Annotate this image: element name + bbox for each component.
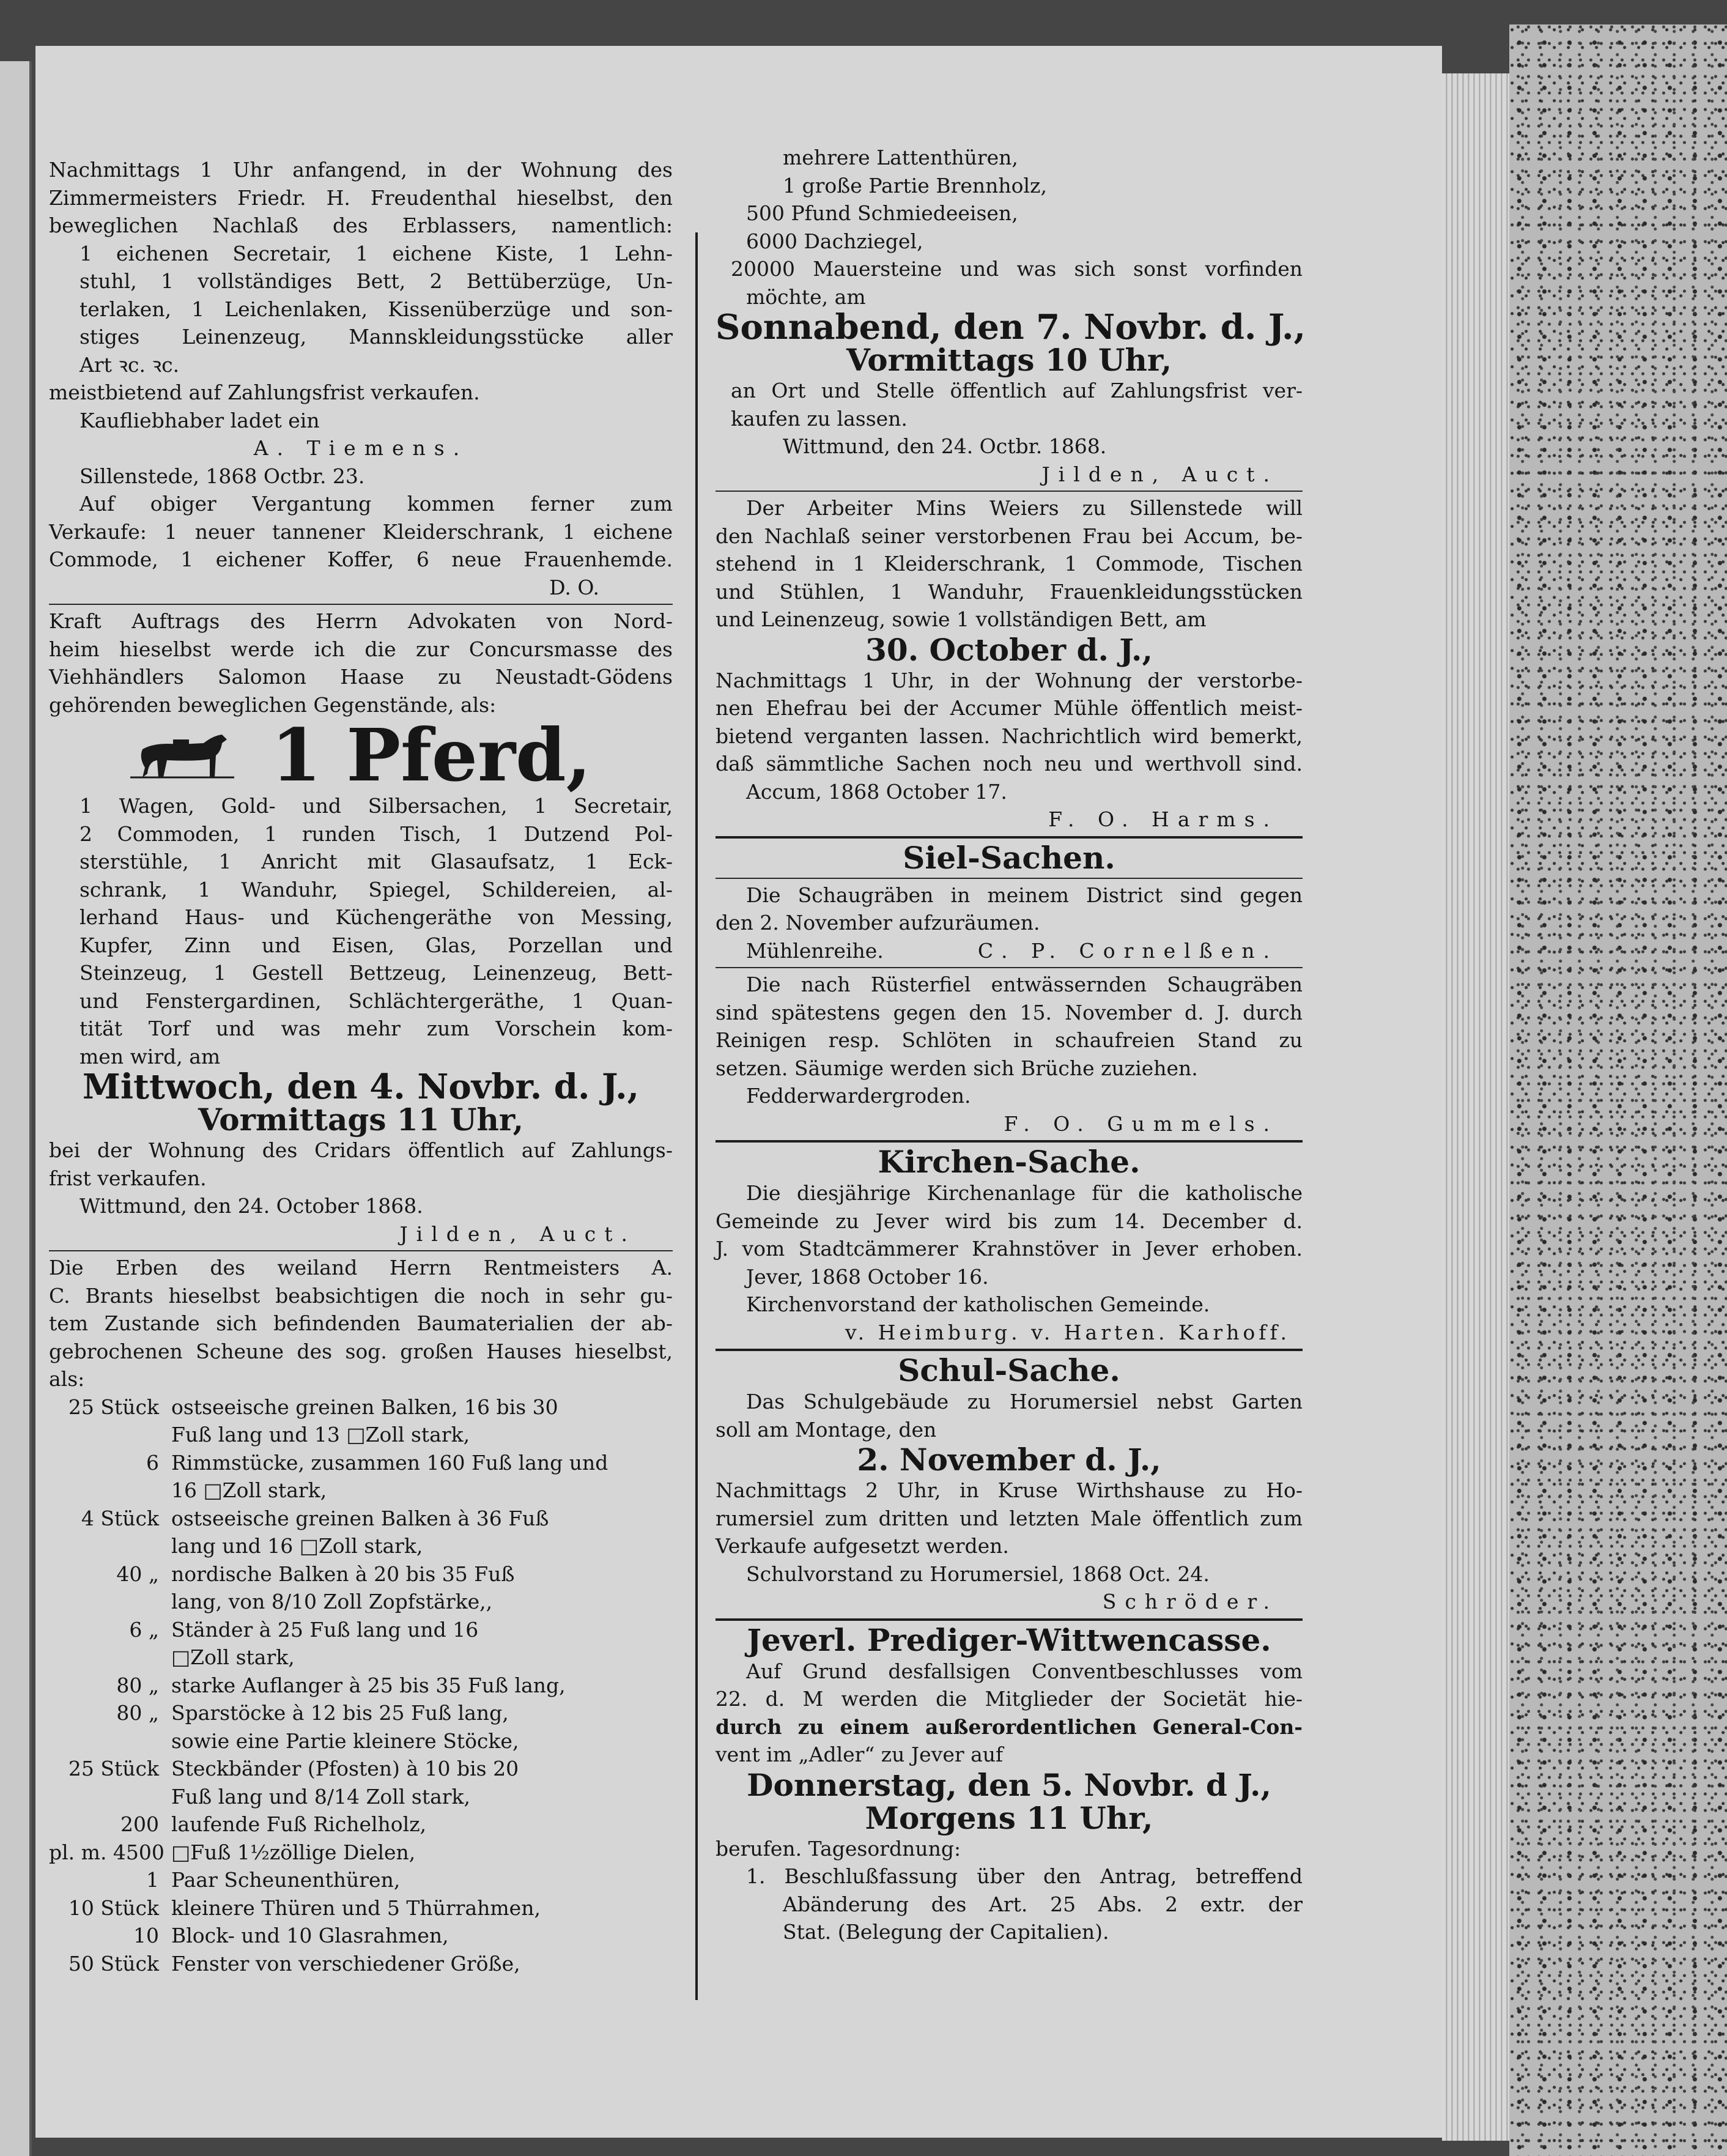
left-column — [49, 156, 673, 1977]
material-row — [49, 1588, 673, 1616]
signature: Jilden, Auct. — [1041, 462, 1278, 486]
material-description: Paar Scheunenthüren, — [171, 1868, 401, 1892]
text-line: stiges Leinenzeug, Mannskleidungsstücke aller — [80, 325, 673, 349]
notice-jilden-continued — [716, 144, 1306, 488]
place-signature-row — [716, 937, 1303, 965]
signature: A. Tiemens. — [253, 436, 468, 460]
material-description: ostseeische greinen Balken à 36 Fuß — [171, 1506, 549, 1530]
material-quantity: pl. m. 4500 — [49, 1840, 165, 1864]
notice-freudenthal — [49, 156, 673, 601]
place-date: Wittmund, den 24. Octbr. 1868. — [783, 434, 1107, 458]
text-line: 6000 Dachziegel, — [746, 229, 923, 253]
text-line: men wird, am — [80, 1044, 221, 1069]
material-row — [49, 1866, 673, 1894]
text-line: Der Arbeiter Mins Weiers zu Sillenstede will — [746, 496, 1303, 520]
material-description: lang, von 8/10 Zoll Zopfstärke,, — [171, 1590, 493, 1613]
section-heading: Jeverl. Prediger-Wittwencasse. — [747, 1621, 1271, 1658]
auction-time: Vormittags 10 Uhr, — [846, 342, 1172, 378]
materials-list — [49, 1393, 673, 1978]
headline-pferd: 1 Pferd, — [271, 713, 591, 798]
material-description: □Zoll stark, — [171, 1645, 295, 1669]
material-description: laufende Fuß Richelholz, — [171, 1812, 427, 1836]
place-date: Sillenstede, 1868 Octbr. 23. — [80, 464, 365, 488]
material-description: □Fuß 1½zöllige Dielen, — [171, 1840, 416, 1864]
text-line: rumersiel zum dritten und letzten Male öffentlich zum — [716, 1506, 1303, 1530]
text-line: meistbietend auf Zahlungsfrist verkaufen. — [49, 380, 480, 404]
material-quantity: 4 Stück — [81, 1506, 159, 1530]
material-description: lang und 16 □Zoll stark, — [171, 1534, 423, 1558]
material-quantity — [49, 1643, 171, 1672]
section-siel — [716, 841, 1303, 1138]
horse-headline — [49, 713, 673, 798]
text-line: stuhl, 1 vollständiges Bett, 2 Bettüberzüge, Un- — [80, 269, 673, 293]
text-line: frist verkaufen. — [49, 1166, 207, 1190]
material-quantity: 10 — [133, 1924, 159, 1947]
material-quantity: 40 „ — [116, 1561, 159, 1586]
text-line: 1 Wagen, Gold- und Silbersachen, 1 Secretair, — [80, 794, 673, 818]
text-line: an Ort und Stelle öffentlich auf Zahlungsfrist ver- — [731, 379, 1303, 402]
place: Fedderwardergroden. — [746, 1084, 971, 1108]
horse-icon — [130, 731, 234, 780]
text-line: Die Schaugräben in meinem District sind gegen — [746, 883, 1303, 907]
material-description: Fenster von verschiedener Größe, — [171, 1951, 520, 1976]
text-line: Kupfer, Zinn und Eisen, Glas, Porzellan und — [80, 933, 673, 957]
signature: F. O. Gummels. — [1004, 1111, 1278, 1136]
material-quantity: 25 Stück — [68, 1395, 159, 1419]
material-quantity: 10 Stück — [68, 1895, 159, 1920]
text-line: beweglichen Nachlaß des Erblassers, namentlich: — [49, 213, 673, 237]
text-line: Art ꝛc. ꝛc. — [80, 352, 180, 377]
material-quantity — [49, 1783, 171, 1811]
section-rule — [716, 1349, 1303, 1351]
text-line: berufen. Tagesordnung: — [716, 1836, 961, 1861]
text-line: und Fenstergardinen, Schlächtergeräthe, 1 Quan- — [80, 988, 673, 1013]
text-line: C. Brants hieselbst beabsichtigen die noch in sehr gu- — [49, 1283, 673, 1308]
material-description: Ständer à 25 Fuß lang und 16 — [171, 1617, 479, 1642]
text-line: den 2. November aufzuräumen. — [716, 911, 1040, 935]
material-description: nordische Balken à 20 bis 35 Fuß — [171, 1561, 515, 1586]
text-line: Reinigen resp. Schlöten in schaufreien Stand zu — [716, 1028, 1303, 1052]
text-line: sind spätestens gegen den 15. November d. J. durch — [716, 1000, 1303, 1024]
material-quantity — [49, 1588, 171, 1616]
material-quantity: 6 „ — [129, 1617, 159, 1642]
text-line: tem Zustande sich befindenden Baumaterialien der ab- — [49, 1311, 673, 1335]
text-line: Auf Grund desfallsigen Conventbeschlusses vom — [746, 1659, 1303, 1683]
text-line: heim hieselbst werde ich die zur Concursmasse des — [49, 637, 673, 661]
text-line: möchte, am — [746, 284, 866, 309]
text-line: terlaken, 1 Leichenlaken, Kissenüberzüge und son- — [80, 297, 673, 321]
auction-date: 2. November d. J., — [857, 1442, 1161, 1478]
material-quantity: 80 „ — [116, 1701, 159, 1725]
material-description: kleinere Thüren und 5 Thürrahmen, — [171, 1895, 541, 1920]
material-row — [49, 1505, 673, 1533]
material-row — [49, 1672, 673, 1700]
material-description: Fuß lang und 8/14 Zoll stark, — [171, 1784, 471, 1809]
section-rule — [716, 1140, 1303, 1143]
text-line: soll am Montage, den — [716, 1417, 937, 1442]
notice-separator — [716, 491, 1303, 492]
text-line: lerhand Haus- und Küchengeräthe von Messing, — [80, 905, 673, 929]
material-quantity — [49, 1532, 171, 1560]
auction-date: 30. October d. J., — [865, 631, 1153, 668]
signature: Schröder. — [1102, 1590, 1278, 1613]
place-date: Accum, 1868 October 17. — [746, 779, 1007, 804]
text-line: schrank, 1 Wanduhr, Spiegel, Schildereien, al- — [80, 877, 673, 902]
material-quantity: 25 Stück — [68, 1757, 159, 1780]
text-line: Nachmittags 1 Uhr anfangend, in der Wohnung des — [49, 158, 673, 182]
material-description: 16 □Zoll stark, — [171, 1478, 327, 1502]
section-heading: Siel-Sachen. — [903, 839, 1115, 876]
text-line: kaufen zu lassen. — [731, 406, 908, 431]
material-row — [49, 1449, 673, 1477]
text-line: Kirchenvorstand der katholischen Gemeinde. — [746, 1292, 1210, 1316]
text-line: und Leinenzeug, sowie 1 vollständigen Bett, am — [716, 607, 1207, 631]
material-description: Fuß lang und 13 □Zoll stark, — [171, 1423, 470, 1447]
material-row — [49, 1560, 673, 1588]
material-row — [49, 1393, 673, 1421]
material-quantity: 200 — [120, 1812, 159, 1836]
text-line: Viehhändlers Salomon Haase zu Neustadt-Gödens — [49, 665, 673, 689]
text-line: und Stühlen, 1 Wanduhr, Frauenkleidungsstücken — [716, 579, 1303, 604]
heading-rule — [716, 878, 1303, 879]
text-line: Nachmittags 1 Uhr, in der Wohnung der verstorbe- — [716, 668, 1303, 692]
signature: v. Heimburg. v. Harten. Karhoff. — [845, 1320, 1290, 1344]
material-quantity: 1 — [146, 1868, 159, 1892]
convent-date: Donnerstag, den 5. Novbr. d J., — [747, 1766, 1271, 1803]
material-quantity — [49, 1421, 171, 1449]
text-line: 22. d. M werden die Mitglieder der Societät hie- — [716, 1687, 1303, 1711]
text-line: 20000 Mauersteine und was sich sonst vorfinden — [731, 257, 1303, 281]
signature: C. P. Cornelßen. — [977, 938, 1278, 963]
text-line: setzen. Säumige werden sich Brüche zuziehen. — [716, 1056, 1198, 1080]
material-row — [49, 1950, 673, 1978]
book-page-edges — [1442, 73, 1509, 2141]
notice-separator — [716, 967, 1303, 968]
text-line: Kaufliebhaber ladet ein — [80, 408, 320, 432]
text-line: Das Schulgebäude zu Horumersiel nebst Garten — [746, 1390, 1303, 1413]
material-row — [49, 1616, 673, 1644]
section-kirchen — [716, 1145, 1303, 1346]
text-line: Commode, 1 eichener Koffer, 6 neue Frauenhemde. — [49, 547, 673, 571]
text-line: sterstühle, 1 Anricht mit Glasaufsatz, 1 Eck- — [80, 850, 673, 873]
auction-time: Vormittags 11 Uhr, — [198, 1102, 523, 1138]
text-line: 500 Pfund Schmiedeeisen, — [746, 201, 1018, 225]
agenda-item: Stat. (Belegung der Capitalien). — [783, 1920, 1109, 1944]
text-line: durch zu einem außerordentlichen General-Con- — [716, 1714, 1303, 1739]
text-line: nen Ehefrau bei der Accumer Mühle öffentlich meist- — [716, 696, 1303, 720]
text-line: bietend verganten lassen. Nachrichtlich wird bemerkt, — [716, 724, 1303, 748]
material-row — [49, 1643, 673, 1672]
text-line: Die diesjährige Kirchenanlage für die katholische — [746, 1181, 1303, 1205]
auction-date: Sonnabend, den 7. Novbr. d. J., — [716, 307, 1306, 347]
text-line: vent im „Adler“ zu Jever auf — [716, 1743, 1004, 1766]
place-date: Wittmund, den 24. October 1868. — [80, 1194, 423, 1218]
text-line: Die Erben des weiland Herrn Rentmeisters A. — [49, 1256, 673, 1280]
text-line: Nachmittags 2 Uhr, in Kruse Wirthshause zu Ho- — [716, 1478, 1303, 1502]
text-line: J. vom Stadtcämmerer Krahnstöver in Jever erhoben. — [716, 1237, 1303, 1261]
material-row — [49, 1894, 673, 1922]
agenda-item: 1. Beschlußfassung über den Antrag, betreffend — [746, 1864, 1303, 1888]
section-rule — [716, 1618, 1303, 1621]
material-quantity: 80 „ — [116, 1673, 159, 1697]
section-jeverl-wittwencasse — [716, 1623, 1303, 1946]
text-line: Steinzeug, 1 Gestell Bettzeug, Leinenzeug, Bett- — [80, 961, 673, 985]
notice-separator — [49, 604, 673, 605]
notice-haase-concurs — [49, 607, 673, 1248]
right-column — [716, 144, 1306, 1946]
material-description: Steckbänder (Pfosten) à 10 bis 20 — [171, 1757, 519, 1780]
text-line: gebrochenen Scheune des sog. großen Hauses hieselbst, — [49, 1339, 673, 1363]
section-heading: Kirchen-Sache. — [878, 1144, 1141, 1180]
text-line: mehrere Lattenthüren, — [783, 146, 1018, 169]
material-description: Rimmstücke, zusammen 160 Fuß lang und — [171, 1450, 608, 1475]
text-line: bei der Wohnung des Cridars öffentlich auf Zahlungs- — [49, 1138, 673, 1162]
text-line: 1 große Partie Brennholz, — [783, 173, 1047, 198]
material-row — [49, 1699, 673, 1727]
material-quantity — [49, 1727, 171, 1755]
agenda-item: Abänderung des Art. 25 Abs. 2 extr. der — [783, 1892, 1303, 1916]
material-quantity: 6 — [146, 1450, 159, 1475]
text-line: 2 Commoden, 1 runden Tisch, 1 Dutzend Pol- — [80, 821, 673, 846]
material-description: Block- und 10 Glasrahmen, — [171, 1924, 449, 1947]
text-line: den Nachlaß seiner verstorbenen Frau bei Accum, be- — [716, 524, 1303, 548]
signature: F. O. Harms. — [1048, 807, 1278, 831]
material-row — [49, 1421, 673, 1449]
material-row — [49, 1839, 673, 1867]
text-line: Kraft Auftrags des Herrn Advokaten von Nord- — [49, 609, 673, 633]
signature: Jilden, Auct. — [399, 1221, 636, 1246]
auction-date: Mittwoch, den 4. Novbr. d. J., — [82, 1067, 640, 1107]
material-row — [49, 1727, 673, 1755]
material-description: sowie eine Partie kleinere Stöcke, — [171, 1728, 519, 1753]
notice-brants-materials — [49, 1254, 673, 1977]
material-row — [49, 1922, 673, 1950]
material-row — [49, 1532, 673, 1560]
text-line: stehend in 1 Kleiderschrank, 1 Commode, Tischen — [716, 552, 1303, 576]
signature: D. O. — [549, 575, 599, 599]
facing-page-edge — [0, 61, 32, 2156]
place-date: Jever, 1868 October 16. — [746, 1264, 989, 1289]
material-quantity: 50 Stück — [68, 1951, 159, 1976]
section-heading: Schul-Sache. — [898, 1352, 1120, 1388]
material-quantity — [49, 1476, 171, 1505]
text-line: Die nach Rüsterfiel entwässernden Schaugräben — [746, 972, 1303, 996]
section-schul — [716, 1354, 1303, 1616]
text-line: gehörenden beweglichen Gegenstände, als: — [49, 692, 497, 717]
speckled-book-cover — [1509, 24, 1727, 2156]
material-row — [49, 1810, 673, 1839]
material-row — [49, 1755, 673, 1783]
material-description: starke Auflanger à 25 bis 35 Fuß lang, — [171, 1673, 566, 1697]
text-line: Verkaufe aufgesetzt werden. — [716, 1534, 1009, 1558]
material-row — [49, 1783, 673, 1811]
notice-weiers — [716, 494, 1303, 834]
column-divider — [695, 232, 698, 2000]
material-row — [49, 1476, 673, 1505]
section-rule — [716, 836, 1303, 839]
place-date: Schulvorstand zu Horumersiel, 1868 Oct. 24. — [746, 1561, 1210, 1586]
text-line: als: — [49, 1367, 85, 1391]
material-description: ostseeische greinen Balken, 16 bis 30 — [171, 1395, 558, 1419]
convent-time: Morgens 11 Uhr, — [865, 1799, 1153, 1836]
place: Mühlenreihe. — [746, 938, 884, 963]
material-description: Sparstöcke à 12 bis 25 Fuß lang, — [171, 1701, 509, 1725]
text-line: Zimmermeisters Friedr. H. Freudenthal hieselbst, den — [49, 185, 673, 210]
text-line: daß sämmtliche Sachen noch neu und werthvoll sind. — [716, 752, 1303, 776]
text-line: Verkaufe: 1 neuer tannener Kleiderschrank, 1 eichene — [49, 519, 673, 544]
text-line: tität Torf und was mehr zum Vorschein kom- — [80, 1017, 673, 1040]
text-line: 1 eichenen Secretair, 1 eichene Kiste, 1 Lehn- — [80, 241, 673, 265]
notice-separator — [49, 1250, 673, 1251]
text-line: Gemeinde zu Jever wird bis zum 14. December d. — [716, 1209, 1303, 1233]
text-line: Auf obiger Vergantung kommen ferner zum — [80, 492, 673, 516]
